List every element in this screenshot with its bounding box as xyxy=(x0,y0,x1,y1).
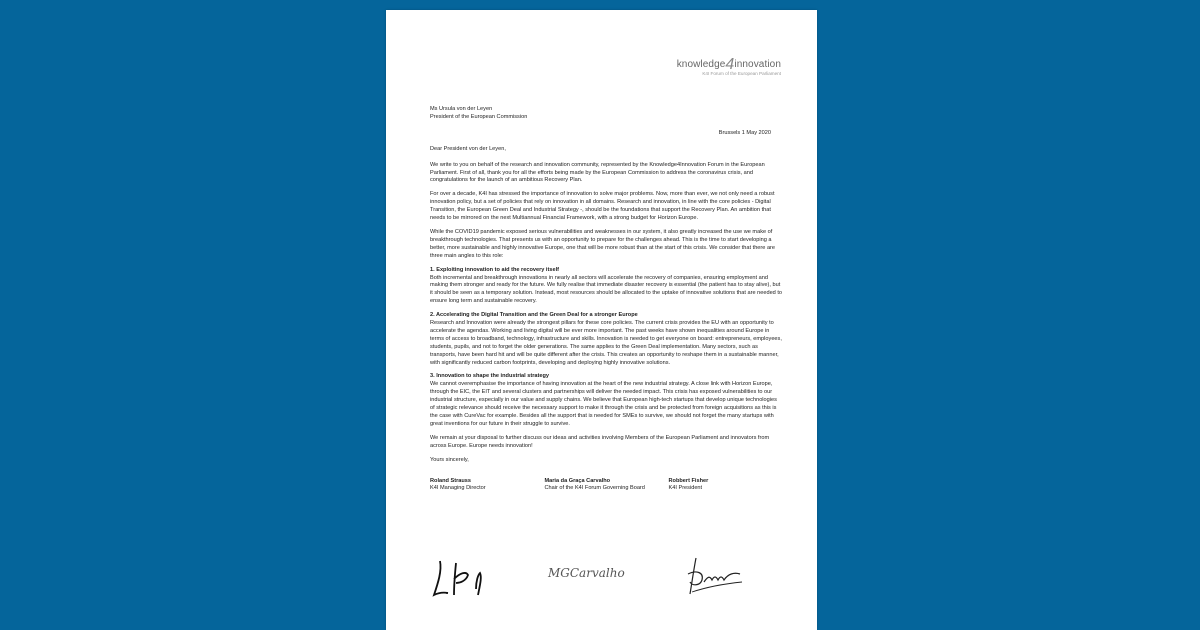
section-1 xyxy=(430,267,783,307)
closing-line: Yours sincerely, xyxy=(430,456,469,463)
signatory-role: Chair of the K4I Forum Governing Board xyxy=(544,485,645,492)
section-heading: 3. Innovation to shape the industrial strategy xyxy=(430,373,550,380)
letter-body xyxy=(430,106,783,493)
signatory-2 xyxy=(544,478,668,494)
section-body: Both incremental and breakthrough innovations in nearly all sectors will accelerate the recovery of companies, ensuring employment and making them stronger and ready for the future. We fully realise that immediate disaster recovery is essential (the patient has to stay alive), but it should be seen as a temporary solution. Instead, most resources should be allocated to the uptake of innovative solutions that are needed to ensure long term and sustainable recovery. xyxy=(430,274,783,305)
signatories xyxy=(430,478,783,494)
signatory-1 xyxy=(430,478,544,494)
logo-wordmark: knowledge4innovation xyxy=(676,56,781,73)
recipient-name: Ms Ursula von der Leyen xyxy=(430,106,493,112)
signature-fisher xyxy=(682,554,752,599)
intro-paragraph: While the COVID19 pandemic exposed serious vulnerabilities and weaknesses in our system, it also greatly increased the use we make of breakthrough technologies. That presents us with an opportunity to prepare for the challenges ahead. This is the time to start developing a better, more sustainable and highly innovative Europe, one that will be more robust than at the start of this crisis. We consider that there are three main angles to this role: xyxy=(430,228,776,259)
signatory-3 xyxy=(669,478,783,494)
section-heading: 1. Exploiting innovation to aid the recovery itself xyxy=(430,266,559,273)
intro-paragraph: We write to you on behalf of the research and innovation community, represented by the Knowledge4Innovation Forum in the European Parliament. First of all, thank you for all the efforts being made by the European Commission to address the coronavirus crisis, and congratulations for the launch of an ambitious Recovery Plan. xyxy=(430,161,765,184)
signature-carvalho xyxy=(546,557,626,587)
section-body: Research and Innovation were already the strongest pillars for these core policies. The current crisis provides the EU with an opportunity to accelerate the agendas. Working and living digital will be ever more important. The past weeks have shown inequalities around Europe in terms of access to broadband, technology, infrastructure and skills. Innovation is needed to get everyone on board: entrepreneurs, employees, students, pupils, and not to forget the older generations. The same applies to the Green Deal implementation. Many sectors, such as transports, have been hard hit and will be quite different after the crisis. This creates an opportunity to reshape them in a sustainable manner, with significantly reduced carbon footprints, developing and deploying highly innovative solutions. xyxy=(430,320,782,366)
section-heading: 2. Accelerating the Digital Transition and the Green Deal for a stronger Europe xyxy=(430,312,638,319)
signatory-name: Maria da Graça Carvalho xyxy=(544,477,611,484)
signature-strauss xyxy=(430,553,500,603)
recipient-title: President of the European Commission xyxy=(430,113,528,120)
svg-text:MGCarvalho: MGCarvalho xyxy=(548,566,625,580)
signatory-role: K4I Managing Director xyxy=(430,485,486,492)
section-3 xyxy=(430,373,783,428)
k4i-logo xyxy=(676,56,781,77)
salutation: Dear President von der Leyen, xyxy=(430,145,506,152)
logo-subtitle: K4I Forum of the European Parliament xyxy=(702,71,781,76)
signatory-name: Robbert Fisher xyxy=(668,477,709,484)
recipient-block xyxy=(430,106,783,122)
section-2 xyxy=(430,312,783,367)
letter-date: Brussels 1 May 2020 xyxy=(718,129,771,136)
letter-page xyxy=(386,10,817,630)
section-body: We cannot overemphasise the importance of having innovation at the heart of the new industrial strategy. A close link with Horizon Europe, through the EIC, the EIT and several clusters and partnerships will deliver the needed impact. This crisis has exposed vulnerabilities to our industrial structure, especially in our value and supply chains. We believe that European high-tech startups that develop unique technologies of strategic relevance should receive the necessary support to make it through the crisis and be protected from foreign acquisitions as this is the case with CureVac for example. Besides all the support that is needed for SMEs to survive, we should not forget the many startups with great inventions for our future in their struggle to survive. xyxy=(430,381,777,427)
signatory-name: Roland Strauss xyxy=(430,477,472,484)
signatory-role: K4I President xyxy=(668,485,703,492)
intro-paragraph: For over a decade, K4I has stressed the importance of innovation to solve major problems. Now, more than ever, we not only need a robust innovation policy, but a set of policies that rely on innovation in all domains. Research and innovation, in line with the core policies - Digital Transition, the European Green Deal and Industrial Strategy -, should be the foundations that support the Recovery Plan. An ambition that needs to be mirrored on the next Multiannual Financial Framework, with a strong budget for Horizon Europe. xyxy=(430,191,775,222)
outro-paragraph: We remain at your disposal to further discuss our ideas and activities involving Members of the European Parliament and innovators from across Europe. Europe needs innovation! xyxy=(430,434,770,449)
